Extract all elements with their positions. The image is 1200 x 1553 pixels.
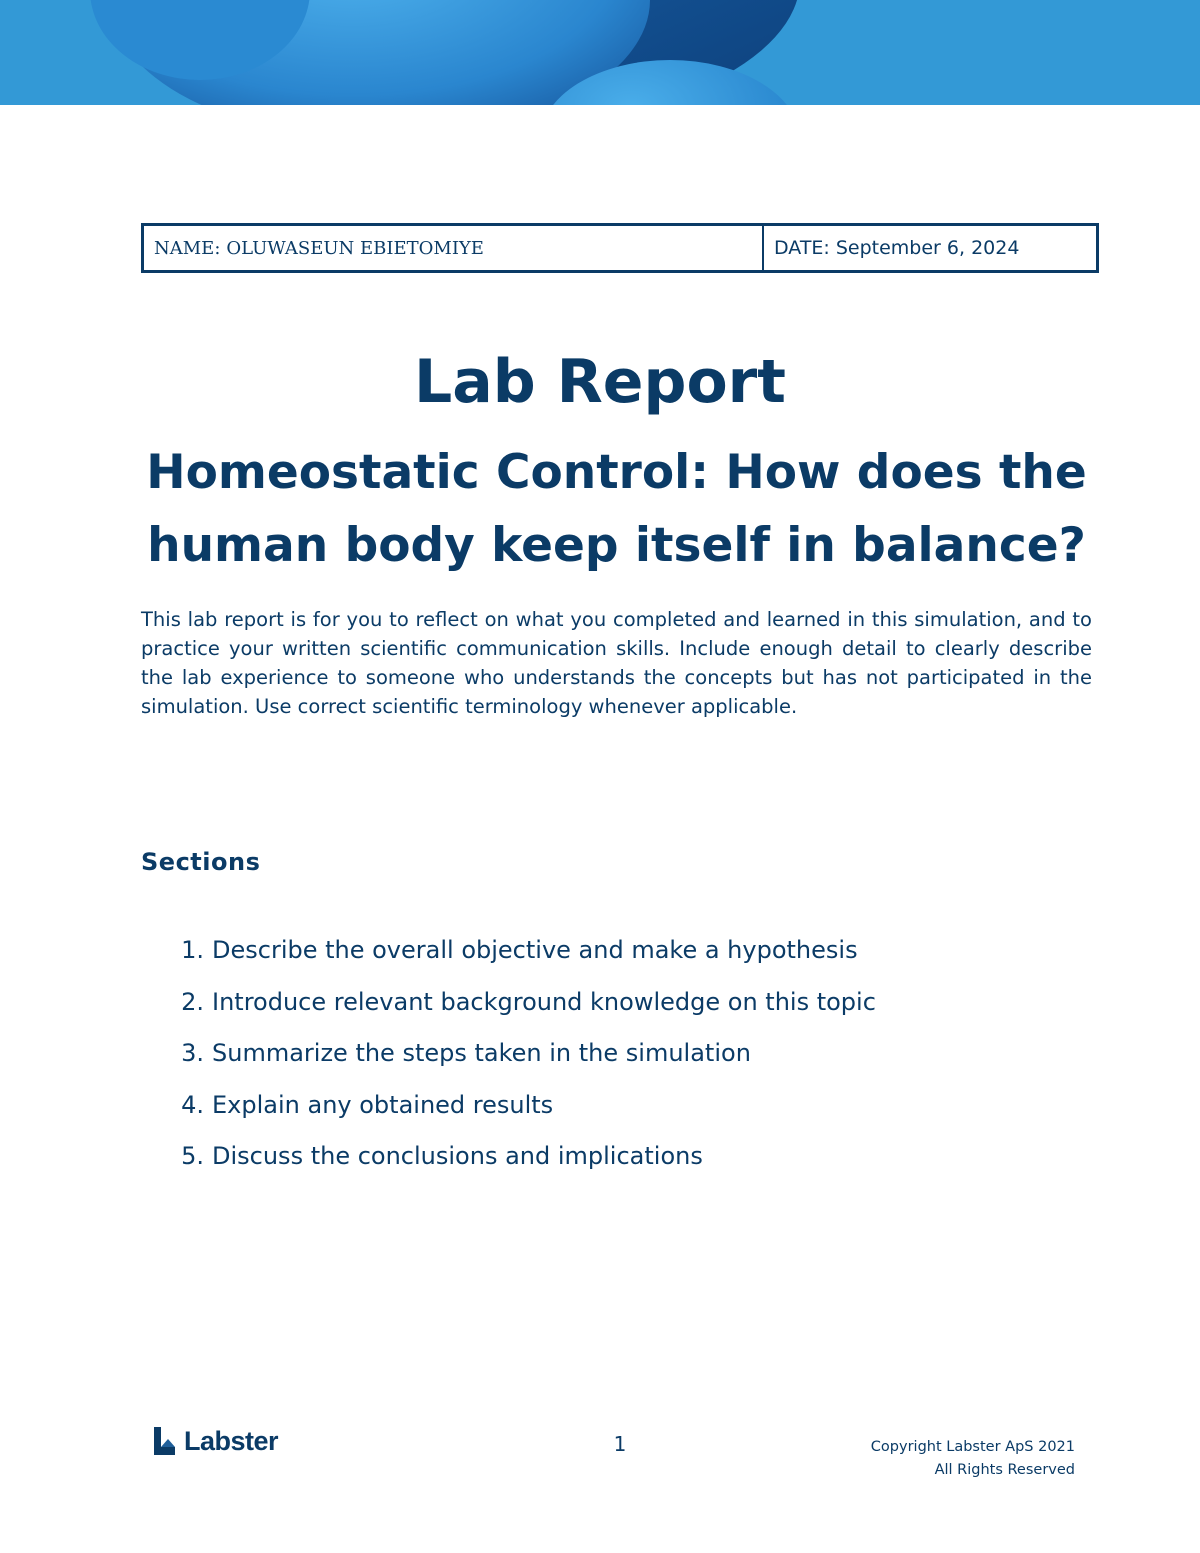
rights-line: All Rights Reserved: [934, 1462, 1075, 1478]
page-number: 1: [613, 1432, 627, 1456]
decorative-spheres-graphic: [0, 0, 1200, 105]
list-item: [141, 1138, 876, 1190]
logo-text: Labster: [184, 1425, 279, 1456]
copyright-line: Copyright Labster ApS 2021: [870, 1439, 1075, 1455]
labster-logo: [152, 1425, 278, 1457]
list-item: [141, 932, 876, 984]
list-item: [141, 1087, 876, 1139]
date-field[interactable]: [764, 226, 1096, 270]
list-item-number: 1.: [181, 936, 204, 964]
copyright-notice: [871, 1436, 1075, 1482]
list-item-text: Explain any obtained results: [212, 1090, 554, 1119]
document-title: Lab Report: [414, 347, 786, 417]
name-field[interactable]: [144, 226, 764, 270]
list-item-number: 4.: [181, 1090, 204, 1119]
list-item: [141, 984, 876, 1036]
labster-logo-icon: [152, 1425, 178, 1457]
name-value: OLUWASEUN EBIETOMIYE: [226, 237, 484, 259]
name-label: NAME:: [154, 237, 221, 259]
student-info-box: [141, 223, 1099, 273]
list-item-text: Introduce relevant background knowledge on this topic: [212, 987, 876, 1016]
list-item-text: Summarize the steps taken in the simulation: [212, 1039, 751, 1067]
intro-paragraph: This lab report is for you to reflect on what you completed and learned in this simulation, and to practice your written scientific communication skills. Include enough detail to clearly describe the lab experience to someone who understands the concepts but has not participated in the simulation. Use correct scientific terminology whenever applicable.: [141, 608, 1092, 718]
list-item-number: 3.: [181, 1039, 204, 1067]
list-item-text: Discuss the conclusions and implications: [212, 1142, 703, 1170]
document-subtitle: Homeostatic Control: How does the human body keep itself in balance?: [146, 445, 1087, 573]
date-label: DATE:: [774, 237, 830, 259]
sections-heading: Sections: [141, 848, 261, 876]
list-item-text: Describe the overall objective and make a hypothesis: [212, 936, 858, 964]
list-item-number: 2.: [181, 987, 204, 1016]
list-item: [141, 1035, 876, 1087]
header-banner: [0, 0, 1200, 105]
sections-list: [141, 932, 876, 1190]
date-value: September 6, 2024: [835, 237, 1020, 259]
list-item-number: 5.: [181, 1142, 204, 1170]
